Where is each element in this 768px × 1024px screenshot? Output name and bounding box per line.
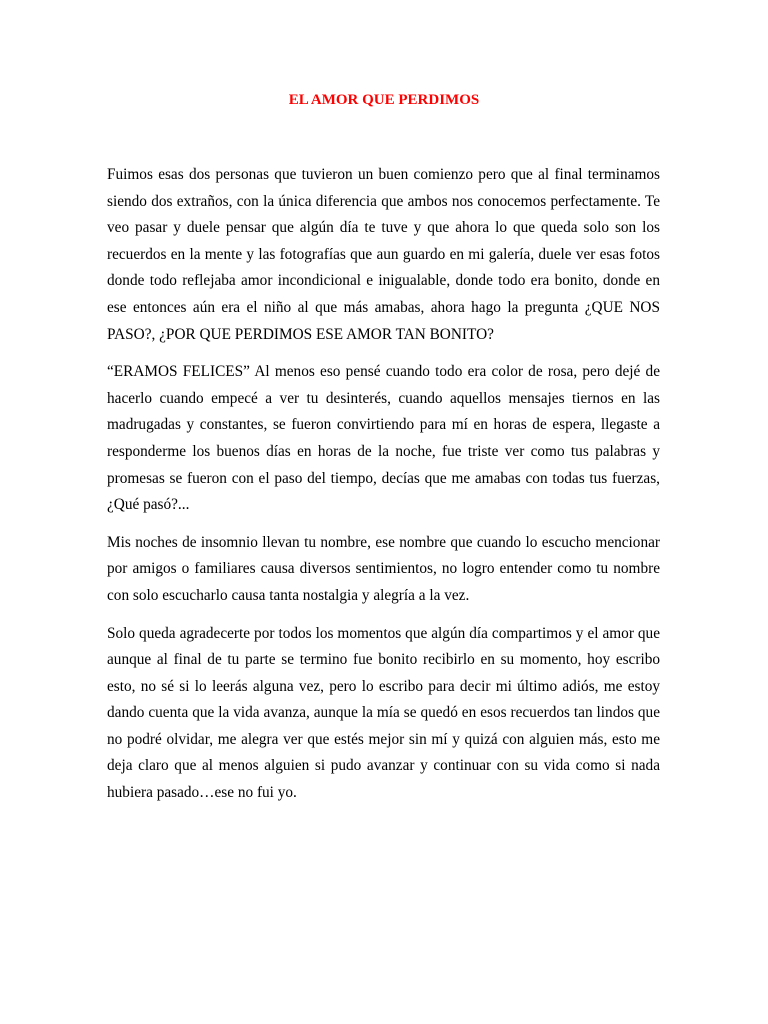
paragraph-1: Fuimos esas dos personas que tuvieron un buen comienzo pero que al final terminamos siendo dos extraños, con la única diferencia que ambos nos conocemos perfectamente. Te veo pasar y duele pensar que algún día te tuve y que ahora lo que queda solo son los recuerdos en la mente y las fotografías que aun guardo en mi galería, duele ver esas fotos donde todo reflejaba amor incondicional e inigualable, donde todo era bonito, donde en ese entonces aún era el niño al que más amabas, ahora hago la pregunta ¿QUE NOS PASO?, ¿POR QUE PERDIMOS ESE AMOR TAN BONITO? [107,166,660,343]
paragraph-3: Mis noches de insomnio llevan tu nombre, ese nombre que cuando lo escucho mencionar por amigos o familiares causa diversos sentimientos, no logro entender como tu nombre con solo escucharlo causa tanta nostalgia y alegría a la vez. [107,533,660,604]
paragraph-2: “ERAMOS FELICES” Al menos eso pensé cuando todo era color de rosa, pero dejé de hacerlo cuando empecé a ver tu desinterés, cuando aquellos mensajes tiernos en las madrugadas y constantes, se fueron convirtiendo para mí en horas de espera, llegaste a responderme los buenos días en horas de la noche, fue triste ver como tus palabras y promesas se fueron con el paso del tiempo, decías que me amabas con todas tus fuerzas, ¿Qué pasó?... [107,363,660,514]
paragraph-4: Solo queda agradecerte por todos los momentos que algún día compartimos y el amor que aunque al final de tu parte se termino fue bonito recibirlo en su momento, hoy escribo esto, no sé si lo leerás alguna vez, pero lo escribo para decir mi último adiós, me estoy dando cuenta que la vida avanza, aunque la mía se quedó en esos recuerdos tan lindos que no podré olvidar, me alegra ver que estés mejor sin mí y quizá con alguien más, esto me deja claro que al menos alguien si pudo avanzar y continuar con su vida como si nada hubiera pasado…ese no fui yo. [107,624,660,802]
document-body [107,162,660,818]
document-title: EL AMOR QUE PERDIMOS [288,92,480,108]
